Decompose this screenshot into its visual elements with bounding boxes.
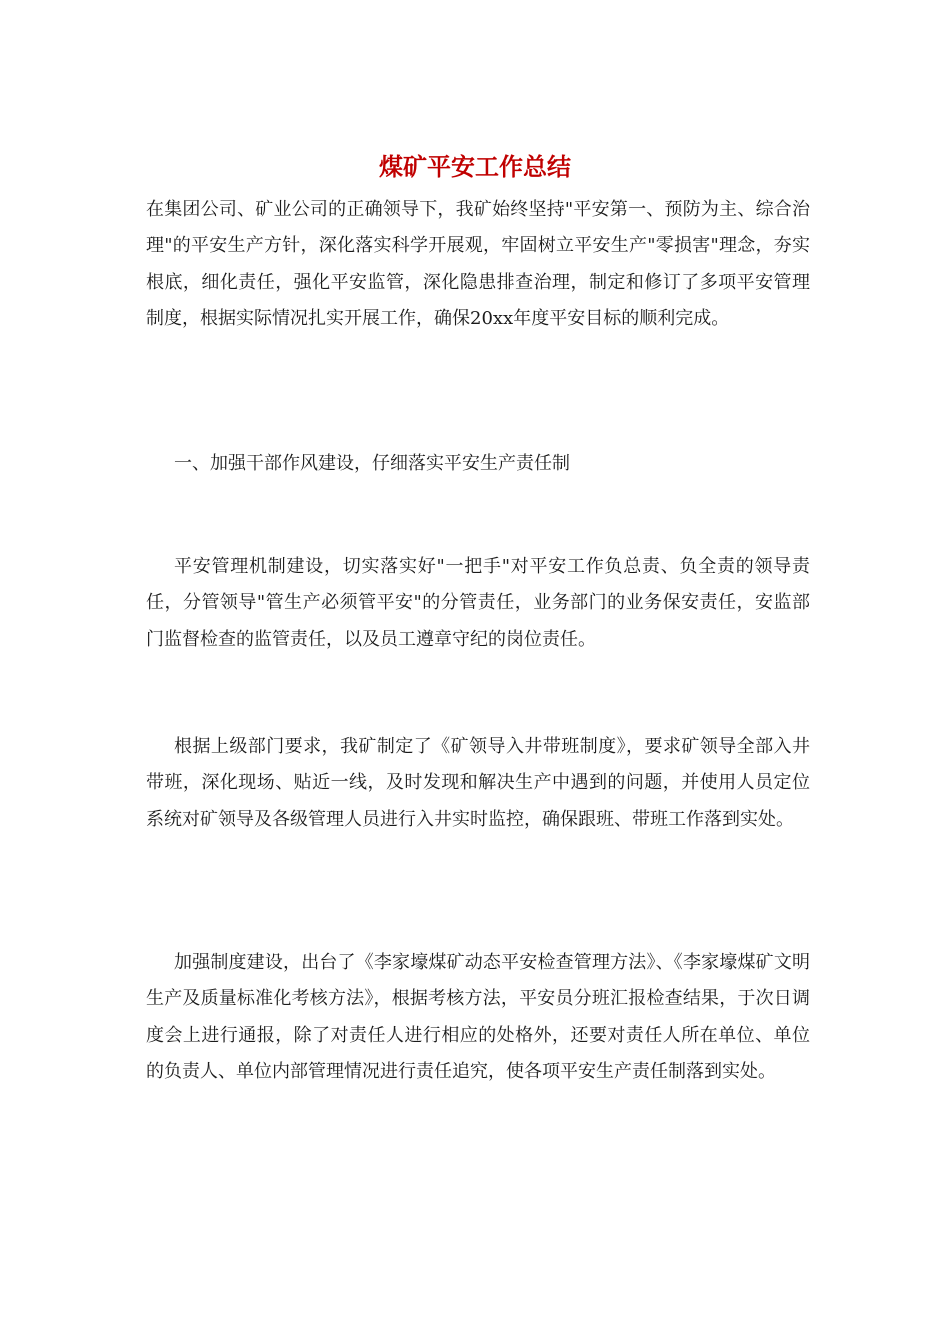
body-paragraph: 根据上级部门要求，我矿制定了《矿领导入井带班制度》，要求矿领导全部入井带班，深化现场、贴近一线，及时发现和解决生产中遇到的问题，并使用人员定位系统对矿领导及各级管理人员进行入井实时监控，确保跟班、带班工作落到实处。 [146,736,810,830]
body-paragraph: 加强制度建设，出台了《李家壕煤矿动态平安检查管理方法》、《李家壕煤矿文明生产及质量标准化考核方法》，根据考核方法，平安员分班汇报检查结果，于次日调度会上进行通报，除了对责任人进行相应的处格外，还要对责任人所在单位、单位的负责人、单位内部管理情况进行责任追究，使各项平安生产责任制落到实处。 [146,952,810,1083]
intro-paragraph: 在集团公司、矿业公司的正确领导下，我矿始终坚持"平安第一、预防为主、综合治理"的平安生产方针，深化落实科学开展观，牢固树立平安生产"零损害"理念，夯实根底，细化责任，强化平安监管，深化隐患排查治理，制定和修订了多项平安管理制度，根据实际情况扎实开展工作，确保20xx年度平安目标的顺利完成。 [146,199,810,330]
document-title: 煤矿平安工作总结 [379,152,571,181]
body-paragraph: 平安管理机制建设，切实落实好"一把手"对平安工作负总责、负全责的领导责任，分管领导"管生产必须管平安"的分管责任，业务部门的业务保安责任，安监部门监督检查的监管责任，以及员工遵章守纪的岗位责任。 [146,556,810,650]
section-heading-1: 一、加强干部作风建设，仔细落实平安生产责任制 [174,453,570,474]
